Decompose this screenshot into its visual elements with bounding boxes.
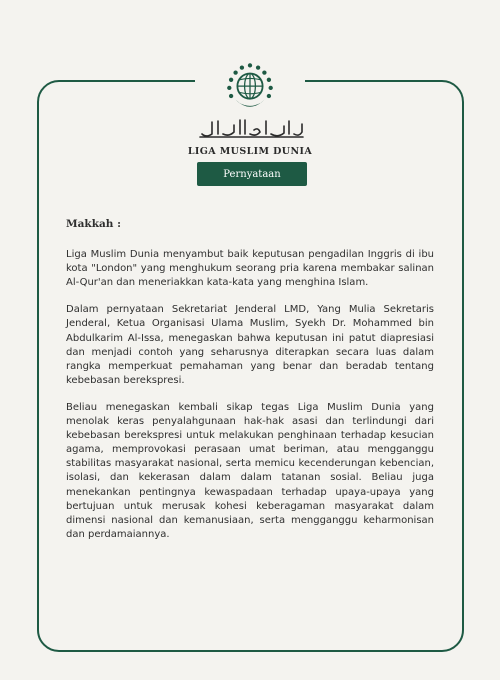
logo [195, 56, 305, 114]
arabic-wordmark [196, 116, 306, 142]
statement-body [66, 217, 434, 555]
paragraph: Dalam pernyataan Sekretariat Jenderal LMD, Yang Mulia Sekretaris Jenderal, Ketua Organisasi Ulama Muslim, Syekh Dr. Mohammed bin Abdulkarim Al-Issa, menegaskan bahwa keputusan ini patut diapresiasi dan menjadi contoh yang seharusnya diterapkan secara luas dalam rangka memperkuat pemahaman yang benar dan beradab tentang kebebasan berekspresi. [66, 304, 434, 386]
document-type-badge: Pernyataan [197, 162, 307, 186]
paragraph: Liga Muslim Dunia menyambut baik keputusan pengadilan Inggris di ibu kota "London" yang menghukum seorang pria karena membakar salinan Al-Qur'an dan meneriakkan kata-kata yang menghina Islam. [66, 249, 434, 289]
dateline: Makkah : [66, 218, 121, 230]
globe-emblem-icon [223, 60, 277, 114]
organization-name: LIGA MUSLIM DUNIA [187, 146, 313, 157]
paragraph: Beliau menegaskan kembali sikap tegas Liga Muslim Dunia yang menolak keras penyalahgunaan hak-hak asasi dan terlindungi dari kebebasan berekspresi untuk melakukan penghinaan terhadap kesucian agama, memprovokasi perasaan umat beriman, atau mengganggu stabilitas masyarakat nasional, serta memicu kecenderungan kebencian, isolasi, dan kekerasan dalam dalam tatanan sosial. Beliau juga menekankan pentingnya kewaspadaan terhadap upaya-upaya yang bertujuan untuk merusak kohesi keberagaman masyarakat dalam dimensi nasional dan kemanusiaan, serta mengganggu keharmonisan dan perdamaiannya. [66, 401, 434, 540]
